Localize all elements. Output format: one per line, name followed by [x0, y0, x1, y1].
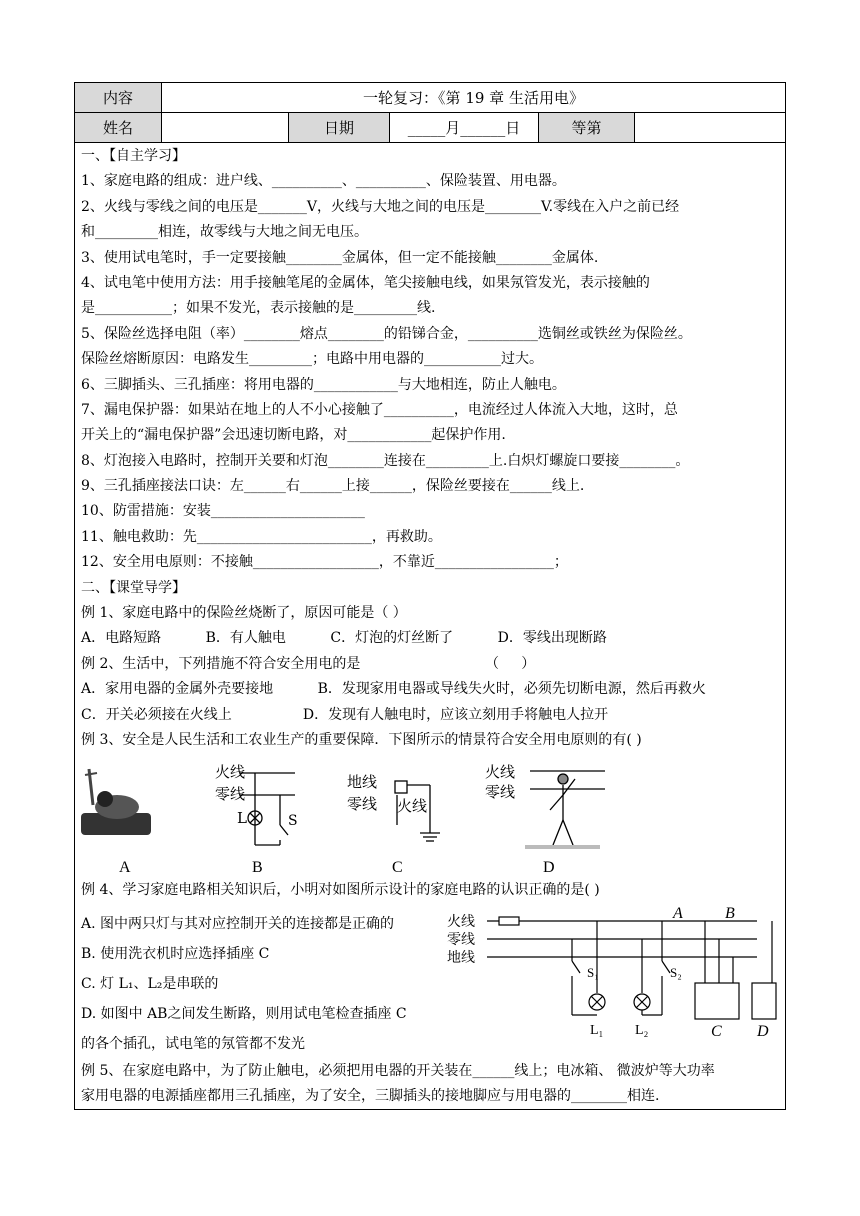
- ex4-option-d-cont: 的各个插孔，试电笔的氖管都不发光: [81, 1036, 305, 1052]
- question-line: 2、火线与零线之间的电压是_______V，火线与大地之间的电压是________V.零线在入户之前已经: [81, 198, 680, 215]
- safety-scenes-illustration: [75, 755, 787, 865]
- b-live-label: 火线: [215, 763, 246, 781]
- question-line: 11、触电救助：先_________________________，再救助。: [81, 528, 442, 545]
- scene-b-circuit: [240, 773, 295, 845]
- ex4-line-labels: [447, 913, 475, 967]
- example-5-line-2: 家用电器的电源插座都用三孔插座，为了安全，三脚插头的接地脚应与用电器的________相连.: [81, 1088, 660, 1105]
- ex4-option-b: B. 使用洗衣机时应选择插座 C: [81, 946, 270, 962]
- section-heading-1: 一、【自主学习】: [81, 148, 186, 164]
- example-2-stem: 例 2、生活中，下列措施不符合安全用电的是 （ ）: [81, 655, 536, 672]
- section-heading-2: 二、【课堂导学】: [81, 579, 186, 596]
- info-row: [75, 113, 785, 143]
- question-line: 10、防雷措施：安装______________________: [81, 503, 365, 520]
- date-field[interactable]: _____月______日: [390, 113, 539, 142]
- question-line: 8、灯泡接入电路时，控制开关要和灯泡________连接在_________上.白炽灯螺旋口要接________。: [81, 452, 690, 469]
- example-3-figure: [75, 755, 787, 865]
- example-1-options: A．电路短路 B．有人触电 C．灯泡的灯丝断了 D．零线出现断路: [81, 630, 607, 647]
- b-lamp-label: L: [237, 809, 247, 827]
- c-live-label: 火线: [397, 797, 428, 815]
- ex4-s2: S₂: [670, 965, 682, 980]
- b-neutral-label: 零线: [215, 785, 246, 803]
- scene-a: [81, 769, 151, 835]
- example-5: [81, 1059, 715, 1110]
- example-4-options: [81, 909, 407, 1059]
- question-line: 和_________相连，故零线与大地之间无电压。: [81, 224, 368, 241]
- example-2-options: C．开关必须接在火线上 D．发现有人触电时，应该立刻用手将触电人拉开: [81, 706, 609, 723]
- b-switch-label: S: [288, 813, 298, 829]
- c-ground-label: 地线: [347, 773, 378, 791]
- question-line: 5、保险丝选择电阻（率）________熔点________的铅锑合金，__________选铜丝或铁丝为保险丝。: [81, 325, 692, 342]
- question-line: 4、试电笔中使用方法：用手接触笔尾的金属体，笔尖接触电线，如果氖管发光，表示接触的: [81, 274, 650, 291]
- ex4-socket-d: D: [757, 1023, 769, 1040]
- d-live-label: 火线: [485, 763, 516, 781]
- grade-label: 等第: [539, 113, 635, 142]
- option-d-label: D: [543, 859, 555, 876]
- ex4-point-a: A: [673, 905, 683, 922]
- name-field[interactable]: [162, 113, 289, 142]
- question-line: 是___________；如果不发光，表示接触的是_________线.: [81, 300, 436, 317]
- title-row: [75, 83, 785, 113]
- question-line: 保险丝熔断原因：电路发生_________；电路中用电器的___________过大。: [81, 351, 543, 368]
- ex4-live-label: 火线: [447, 914, 475, 930]
- ex4-s1: S₁: [587, 965, 599, 980]
- example-1-stem: 例 1、家庭电路中的保险丝烧断了，原因可能是（ ）: [81, 605, 407, 622]
- question-line: 6、三脚插头、三孔插座：将用电器的____________与大地相连，防止人触电。: [81, 376, 566, 393]
- scene-d-illustration: [525, 771, 605, 849]
- ex4-option-d: D. 如图中 AB之间发生断路，则用试电笔检查插座 C: [81, 1006, 407, 1022]
- example-5-line-1: 例 5、在家庭电路中，为了防止触电，必须把用电器的开关装在______线上；电冰箱、 微波炉等大功率: [81, 1063, 715, 1079]
- option-a-label: A: [119, 859, 131, 876]
- ex4-neutral-label: 零线: [447, 932, 475, 948]
- ex4-option-c: C. 灯 L₁、L₂是串联的: [81, 976, 219, 992]
- example-3-stem: 例 3、安全是人民生活和工农业生产的重要保障．下图所示的情景符合安全用电原则的有( ): [81, 731, 642, 748]
- date-label: 日期: [289, 113, 390, 142]
- question-line: 3、使用试电笔时，手一定要接触________金属体，但一定不能接触________金属体.: [81, 249, 599, 266]
- question-line: 9、三孔插座接法口诀：左______右______上接______，保险丝要接在______线上.: [81, 478, 585, 495]
- worksheet-table: [74, 82, 786, 1110]
- household-circuit-diagram: [447, 903, 777, 1043]
- question-line: 12、安全用电原则：不接触__________________，不靠近_________________；: [81, 554, 568, 571]
- ex4-l2: L₂: [635, 1023, 649, 1038]
- name-label: 姓名: [75, 113, 162, 142]
- d-neutral-label: 零线: [485, 783, 516, 801]
- page-title: 一轮复习：《第 19 章 生活用电》: [363, 89, 584, 107]
- ex4-ground-label: 地线: [447, 950, 475, 966]
- ex4-point-b: B: [725, 905, 735, 922]
- example-4-circuit: [447, 903, 777, 1043]
- ex4-socket-c: C: [711, 1023, 722, 1040]
- question-line: 1、家庭电路的组成：进户线、__________、__________、保险装置、用电器。: [81, 173, 566, 190]
- option-c-label: C: [392, 859, 403, 876]
- question-line: 开关上的“漏电保护器”会迅速切断电路，对____________起保护作用.: [81, 427, 506, 444]
- worksheet-body: [81, 144, 781, 753]
- example-2-options: A．家用电器的金属外壳要接地 B．发现家用电器或导线失火时，必须先切断电源，然后再救火: [81, 681, 706, 698]
- option-b-label: B: [252, 859, 263, 876]
- c-neutral-label: 零线: [347, 795, 378, 813]
- content-label: 内容: [75, 83, 162, 112]
- grade-field[interactable]: [635, 113, 785, 142]
- question-line: 7、漏电保护器：如果站在地上的人不小心接触了__________，电流经过人体流入大地，这时，总: [81, 401, 678, 418]
- ex4-option-a: A. 图中两只灯与其对应控制开关的连接都是正确的: [81, 916, 395, 932]
- example-4-stem: 例 4、学习家庭电路相关知识后，小明对如图所示设计的家庭电路的认识正确的是( ): [81, 882, 600, 898]
- ex4-l1: L₁: [590, 1023, 604, 1038]
